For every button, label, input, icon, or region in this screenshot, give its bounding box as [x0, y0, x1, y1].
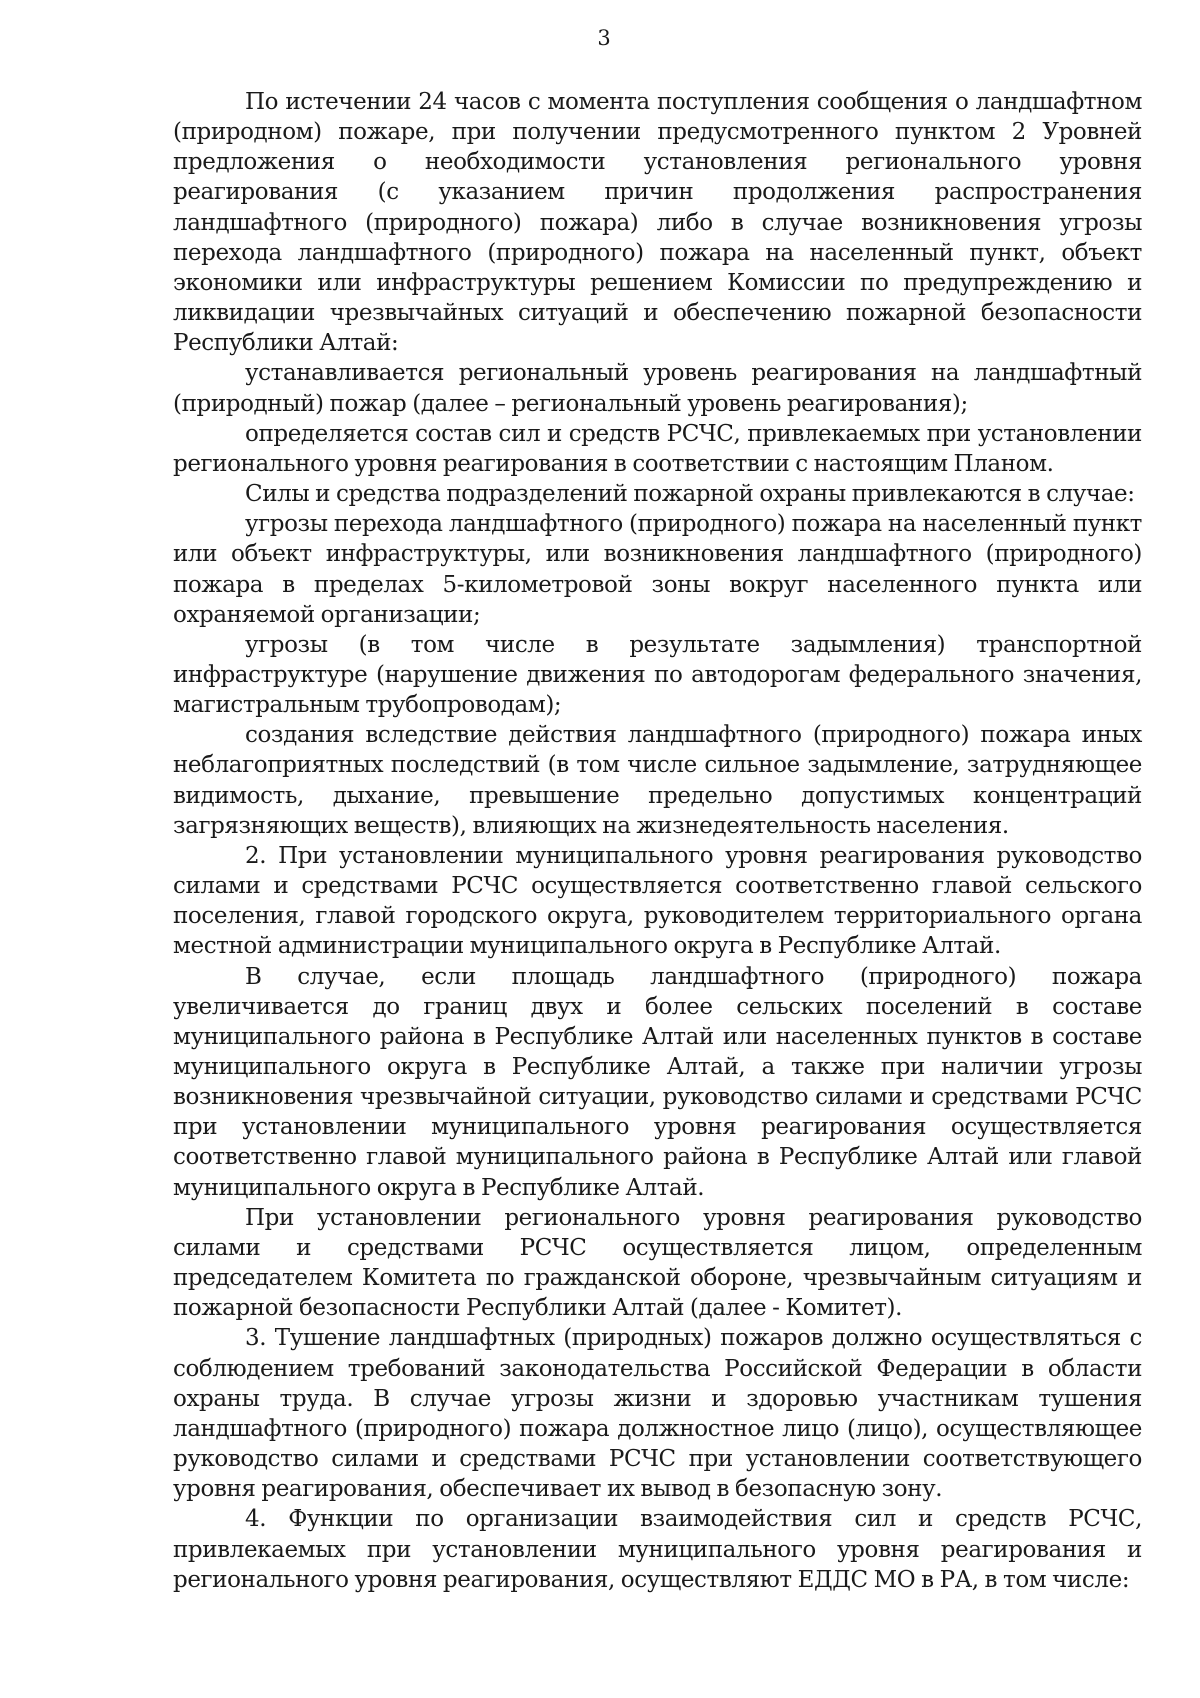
paragraph: В случае, если площадь ландшафтного (природного) пожара увеличивается до границ двух и более сельских поселений в составе муниципального района в Республике Алтай или населенных пунктов в составе муниципального округа в Республике Алтай, а также при наличии угрозы возникновения чрезвычайной ситуации, руководство силами и средствами РСЧС при установлении муниципального уровня реагирования осуществляется соответственно главой муниципального района в Республике Алтай или главой муниципального округа в Республике Алтай. — [173, 963, 1142, 1201]
paragraph: устанавливается региональный уровень реагирования на ландшафтный (природный) пожар (далее – региональный уровень реагирования); — [173, 360, 1142, 417]
paragraph: 4. Функции по организации взаимодействия сил и средств РСЧС, привлекаемых при установлении муниципального уровня реагирования и регионального уровня реагирования, осуществляют ЕДДС МО в РА, в том числе: — [173, 1506, 1142, 1593]
page-number: 3 — [597, 26, 611, 50]
document-body — [173, 87, 1142, 1595]
paragraph: угрозы перехода ландшафтного (природного) пожара на населенный пункт или объект инфраструктуры, или возникновения ландшафтного (природного) пожара в пределах 5-километровой зоны вокруг населенного пункта или охраняемой организации; — [173, 511, 1142, 628]
paragraph: Силы и средства подразделений пожарной охраны привлекаются в случае: — [245, 481, 1135, 508]
paragraph: По истечении 24 часов с момента поступления сообщения о ландшафтном (природном) пожаре, при получении предусмотренного пунктом 2 Уровней предложения о необходимости установления регионального уровня реагирования (с указанием причин продолжения распространения ландшафтного (природного) пожара) либо в случае возникновения угрозы перехода ландшафтного (природного) пожара на населенный пункт, объект экономики или инфраструктуры решением Комиссии по предупреждению и ликвидации чрезвычайных ситуаций и обеспечению пожарной безопасности Республики Алтай: — [173, 89, 1142, 357]
paragraph: создания вследствие действия ландшафтного (природного) пожара иных неблагоприятных последствий (в том числе сильное задымление, затрудняющее видимость, дыхание, превышение предельно допустимых концентраций загрязняющих веществ), влияющих на жизнедеятельность населения. — [173, 722, 1142, 839]
paragraph: угрозы (в том числе в результате задымления) транспортной инфраструктуре (нарушение движения по автодорогам федерального значения, магистральным трубопроводам); — [173, 631, 1142, 719]
paragraph: определяется состав сил и средств РСЧС, привлекаемых при установлении регионального уровня реагирования в соответствии с настоящим Планом. — [173, 420, 1142, 477]
paragraph: 2. При установлении муниципального уровня реагирования руководство силами и средствами РСЧС осуществляется соответственно главой сельского поселения, главой городского округа, руководителем территориального органа местной администрации муниципального округа в Республике Алтай. — [173, 842, 1142, 960]
paragraph: 3. Тушение ландшафтных (природных) пожаров должно осуществляться с соблюдением требований законодательства Российской Федерации в области охраны труда. В случае угрозы жизни и здоровью участникам тушения ландшафтного (природного) пожара должностное лицо (лицо), осуществляющее руководство силами и средствами РСЧС при установлении соответствующего уровня реагирования, обеспечивает их вывод в безопасную зону. — [173, 1325, 1142, 1503]
paragraph: При установлении регионального уровня реагирования руководство силами и средствами РСЧС осуществляется лицом, определенным председателем Комитета по гражданской обороне, чрезвычайным ситуациям и пожарной безопасности Республики Алтай (далее - Комитет). — [173, 1204, 1142, 1322]
